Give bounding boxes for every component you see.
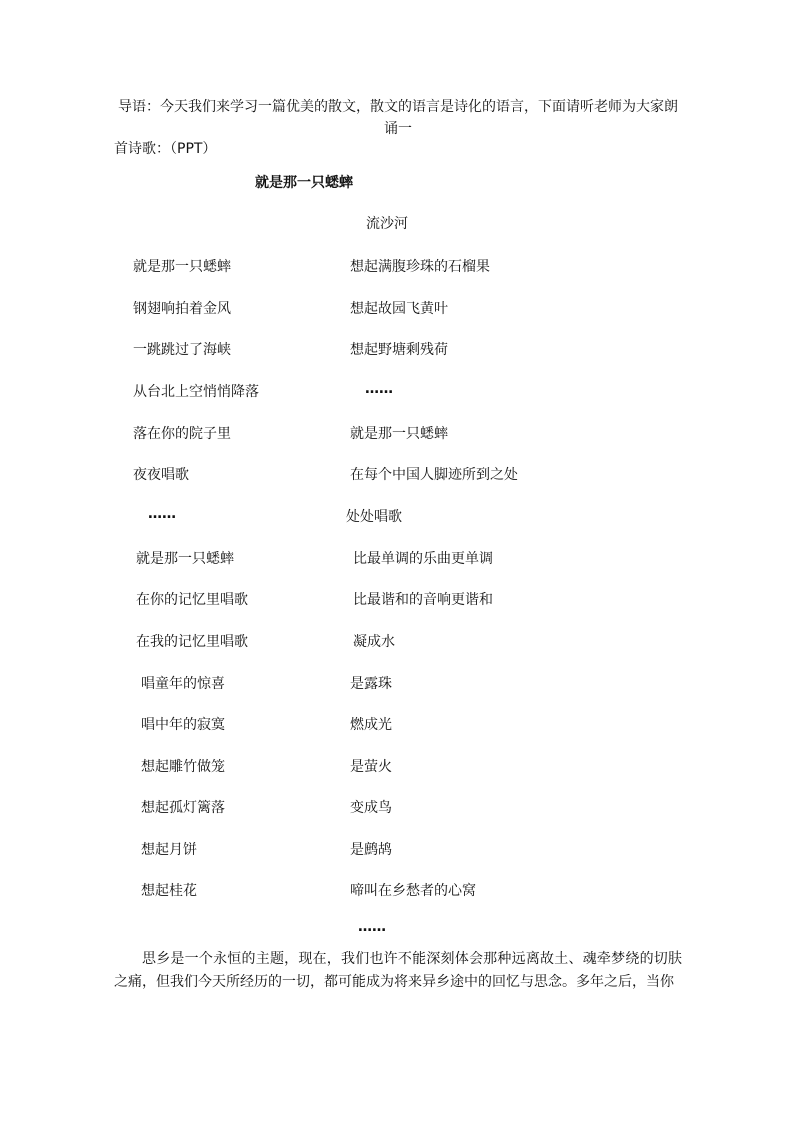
poem-line-left: 想起孤灯篱落 [141,800,225,816]
poem-line-left: 在你的记忆里唱歌 [136,592,248,608]
poem-line-right: …… [365,381,393,397]
poem-final-ellipsis: …… [358,919,386,935]
poem-line-right: 比最谐和的音响更谐和 [353,592,493,608]
poem-line-right: 想起野塘剩残荷 [350,342,448,358]
poem-line-right: 啼叫在乡愁者的心窝 [350,883,476,899]
poem-line-right: 燃成光 [350,717,392,733]
poem-line-left: 就是那一只蟋蟀 [136,551,234,567]
poem-line-right: 是露珠 [350,676,392,692]
poem-line-right: 处处唱歌 [346,509,402,525]
poem-line-right: 凝成水 [353,634,395,650]
poem-line-left: 从台北上空悄悄降落 [133,384,259,400]
poem-line-right: 变成鸟 [350,800,392,816]
poem-line-left: …… [148,506,176,522]
poem-line-left: 在我的记忆里唱歌 [136,634,248,650]
body-paragraph: 思乡是一个永恒的主题，现在，我们也许不能深刻体会那种远离故土、魂牵梦绕的切肤之痛，但我们今天所经历的一切，都可能成为将来异乡途中的回忆与思念。多年之后，当你 [114,951,682,990]
poem-author: 流沙河 [366,216,408,232]
poem-line-left: 想起桂花 [141,883,197,899]
poem-line-right: 在每个中国人脚迹所到之处 [350,467,518,483]
poem-line-right: 就是那一只蟋蟀 [350,426,448,442]
poem-line-right: 比最单调的乐曲更单调 [353,551,493,567]
poem-line-right: 是萤火 [350,759,392,775]
poem-line-left: 想起月饼 [141,842,197,858]
poem-line-left: 一跳跳过了海峡 [133,342,231,358]
poem-line-left: 就是那一只蟋蟀 [133,259,231,275]
poem-line-right: 想起故园飞黄叶 [350,301,448,317]
poem-line-left: 落在你的院子里 [133,426,231,442]
intro-continuation: 首诗歌：（PPT） [114,141,217,157]
poem-line-left: 夜夜唱歌 [133,467,189,483]
poem-line-left: 唱中年的寂寞 [141,717,225,733]
intro-text: 导语：今天我们来学习一篇优美的散文，散文的语言是诗化的语言，下面请听老师为大家朗诵一 [118,99,678,137]
poem-line-left: 钢翅响拍着金风 [133,301,231,317]
poem-line-right: 想起满腹珍珠的石榴果 [350,259,490,275]
poem-title: 就是那一只蟋蟀 [255,175,353,191]
poem-line-left: 想起雕竹做笼 [141,759,225,775]
poem-line-right: 是鹧鸪 [350,842,392,858]
poem-line-left: 唱童年的惊喜 [141,676,225,692]
